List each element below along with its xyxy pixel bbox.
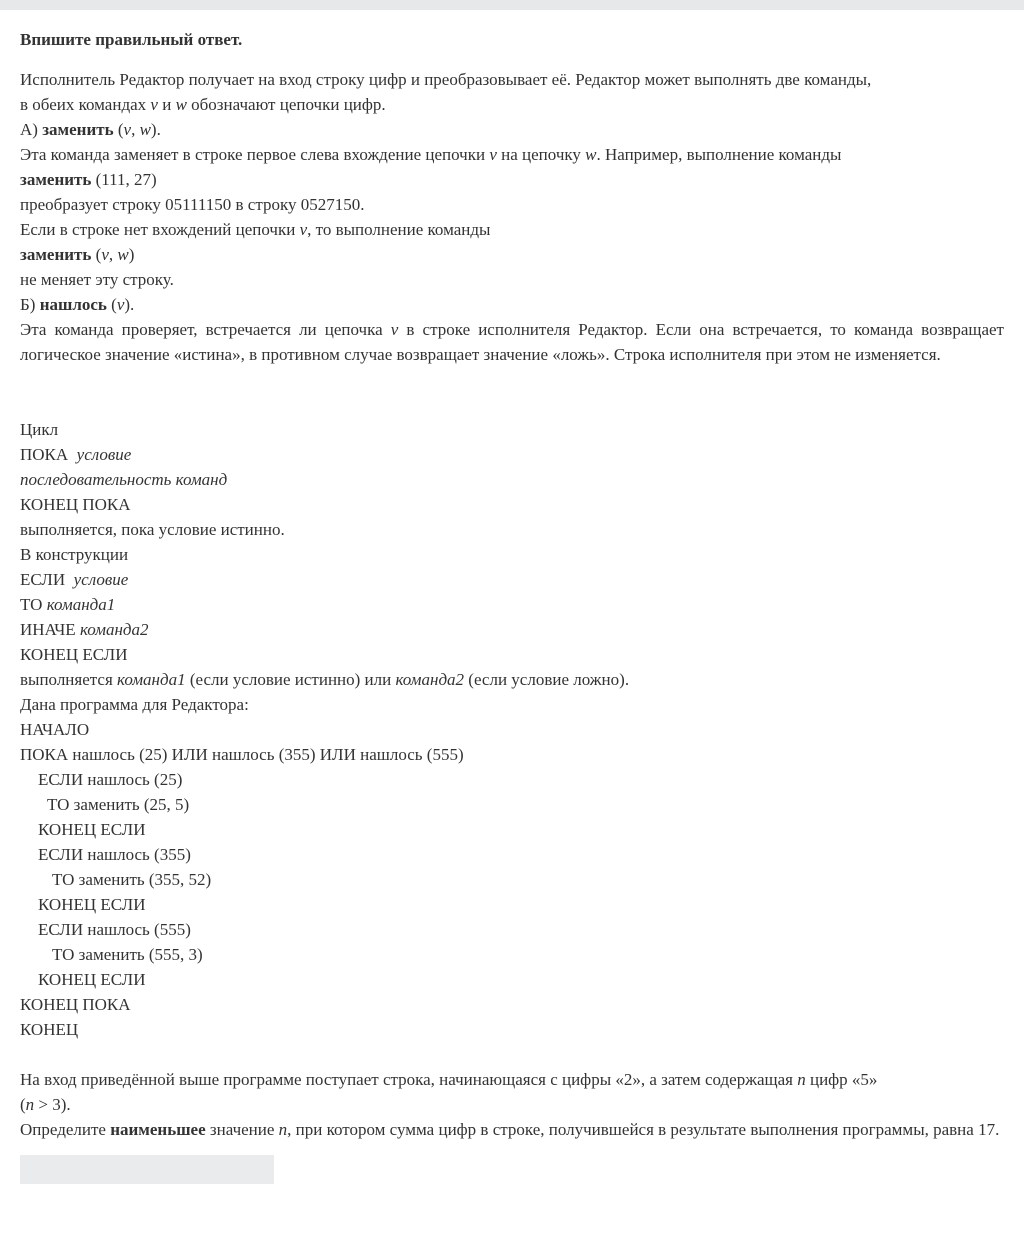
command-b-description: Эта команда проверяет, встречается ли цепочка v в строке исполнителя Редактор. Если она встречается, то команда возвращает логическое значение «истина», в противном случае возвращает значение «ложь». Строка исполнителя при этом не изменяется. [20, 320, 1004, 364]
program-line: ЕСЛИ нашлось (25) [38, 770, 183, 789]
no-change-line: не меняет эту строку. [20, 270, 174, 289]
command-a-title: А) заменить (v, w). [20, 120, 161, 139]
intro-line-1: Исполнитель Редактор получает на вход строку цифр и преобразовывает её. Редактор может выполнять две команды, [20, 70, 872, 89]
intro-line-2: в обеих командах v и w обозначают цепочки цифр. [20, 95, 386, 114]
program-line: КОНЕЦ ПОКА [20, 995, 131, 1014]
question-line-1: На вход приведённой выше программе поступает строка, начинающаяся с цифры «2», а затем содержащая n цифр «5» [20, 1070, 878, 1089]
example-command: заменить (111, 27) [20, 170, 157, 189]
program-line: КОНЕЦ [20, 1020, 79, 1039]
if-description: выполняется команда1 (если условие истинно) или команда2 (если условие ложно). [20, 670, 630, 689]
end-if-line: КОНЕЦ ЕСЛИ [20, 645, 128, 664]
task-content [0, 10, 1024, 1184]
while-description: выполняется, пока условие истинно. [20, 520, 285, 539]
top-bar [0, 0, 1024, 10]
while-line: ПОКА условие [20, 445, 132, 464]
question-line-2: (n > 3). [20, 1095, 71, 1114]
task-heading: Впишите правильный ответ. [20, 30, 243, 49]
program-line: НАЧАЛО [20, 720, 90, 739]
program-line: КОНЕЦ ЕСЛИ [38, 970, 146, 989]
program-line: ТО заменить (25, 5) [47, 795, 190, 814]
sequence-line: последовательность команд [20, 470, 228, 489]
cycle-label: Цикл [20, 420, 59, 439]
program-line: ЕСЛИ нашлось (555) [38, 920, 191, 939]
end-while-line: КОНЕЦ ПОКА [20, 495, 131, 514]
program-line: ТО заменить (355, 52) [52, 870, 212, 889]
question-line-3: Определите наименьшее значение n, при котором сумма цифр в строке, получившейся в результате выполнения программы, равна 17. [20, 1120, 1000, 1139]
example-result: преобразует строку 05111150 в строку 0527150. [20, 195, 365, 214]
program-intro: Дана программа для Редактора: [20, 695, 249, 714]
program-line: КОНЕЦ ЕСЛИ [38, 820, 146, 839]
if-line: ЕСЛИ условие [20, 570, 129, 589]
in-construct-line: В конструкции [20, 545, 129, 564]
no-entry-line: Если в строке нет вхождений цепочки v, то выполнение команды [20, 220, 491, 239]
command-b-title: Б) нашлось (v). [20, 295, 135, 314]
program-line: ЕСЛИ нашлось (355) [38, 845, 191, 864]
command-a-description: Эта команда заменяет в строке первое слева вхождение цепочки v на цепочку w. Например, выполнение команды [20, 145, 842, 164]
program-line: ПОКА нашлось (25) ИЛИ нашлось (355) ИЛИ нашлось (555) [20, 745, 464, 764]
then-line: ТО команда1 [20, 595, 116, 614]
program-line: КОНЕЦ ЕСЛИ [38, 895, 146, 914]
answer-input[interactable] [20, 1155, 274, 1184]
else-line: ИНАЧЕ команда2 [20, 620, 149, 639]
replace-command-generic: заменить (v, w) [20, 245, 135, 264]
program-line: ТО заменить (555, 3) [52, 945, 203, 964]
